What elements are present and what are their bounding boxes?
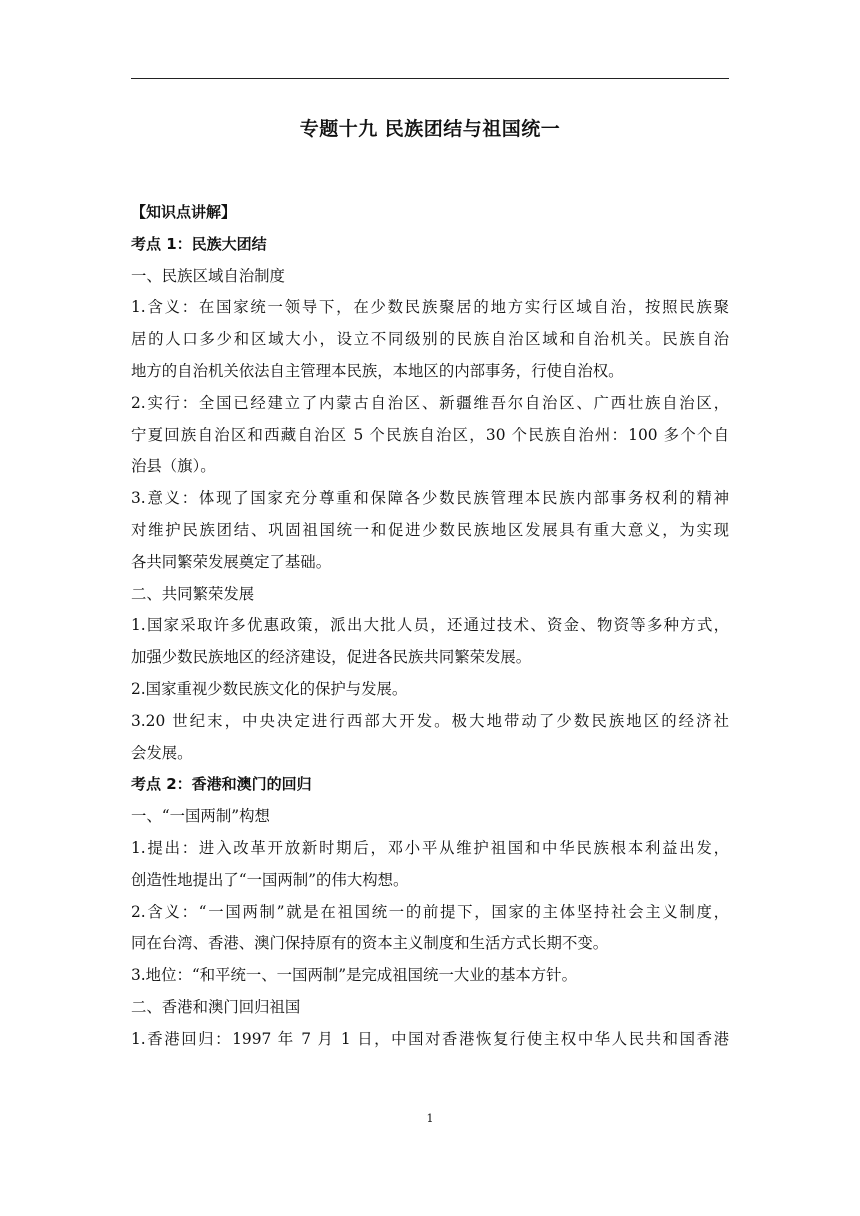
body-text-line: 居的人口多少和区域大小，设立不同级别的民族自治区域和自治机关。民族自治 [131,330,729,349]
body-text-line: 2.含义：“一国两制”就是在祖国统一的前提下，国家的主体坚持社会主义制度， [131,902,729,921]
header-rule [131,78,729,79]
section-heading: 考点 2：香港和澳门的回归 [131,775,312,794]
body-text-line: 同在台湾、香港、澳门保持原有的资本主义制度和生活方式长期不变。 [131,934,609,953]
body-text-line: 1.国家采取许多优惠政策，派出大批人员，还通过技术、资金、物资等多种方式， [131,616,729,635]
body-text-line: 1.提出：进入改革开放新时期后，邓小平从维护祖国和中华民族根本利益出发， [131,838,729,857]
document-body [131,197,729,1056]
page-number: 1 [426,1112,434,1125]
body-text-line: 二、共同繁荣发展 [131,584,255,603]
body-text-line: 1.含义：在国家统一领导下，在少数民族聚居的地方实行区域自治，按照民族聚 [131,298,729,317]
body-text-line: 一、“一国两制”构想 [131,807,270,826]
section-heading: 【知识点讲解】 [131,203,237,221]
body-text-line: 地方的自治机关依法自主管理本民族，本地区的内部事务，行使自治权。 [131,361,624,380]
body-text-line: 2.实行：全国已经建立了内蒙古自治区、新疆维吾尔自治区、广西壮族自治区， [131,393,729,412]
body-text-line: 一、民族区域自治制度 [131,266,285,285]
body-text-line: 宁夏回族自治区和西藏自治区 5 个民族自治区，30 个民族自治州：100 多个个自 [131,425,729,444]
body-text-line: 各共同繁荣发展奠定了基础。 [131,552,332,571]
body-text-line: 治县（旗）。 [131,457,216,476]
body-text-line: 会发展。 [131,743,193,762]
section-heading: 考点 1：民族大团结 [131,234,267,253]
body-text-line: 二、香港和澳门回归祖国 [131,997,301,1016]
body-text-line: 创造性地提出了“一国两制”的伟大构想。 [131,870,409,889]
body-text-line: 3.20 世纪末，中央决定进行西部大开发。极大地带动了少数民族地区的经济社 [131,711,729,730]
body-text-line: 1.香港回归：1997 年 7 月 1 日，中国对香港恢复行使主权中华人民共和国香港 [131,1029,729,1048]
body-text-line: 2.国家重视少数民族文化的保护与发展。 [131,679,408,698]
body-text-line: 3.地位：“和平统一、一国两制”是完成祖国统一大业的基本方针。 [131,966,577,985]
body-text-line: 3.意义：体现了国家充分尊重和保障各少数民族管理本民族内部事务权利的精神 [131,489,729,508]
body-text-line: 对维护民族团结、巩固祖国统一和促进少数民族地区发展具有重大意义，为实现 [131,520,729,539]
body-text-line: 加强少数民族地区的经济建设，促进各民族共同繁荣发展。 [131,648,532,667]
page-title: 专题十九 民族团结与祖国统一 [299,118,561,140]
